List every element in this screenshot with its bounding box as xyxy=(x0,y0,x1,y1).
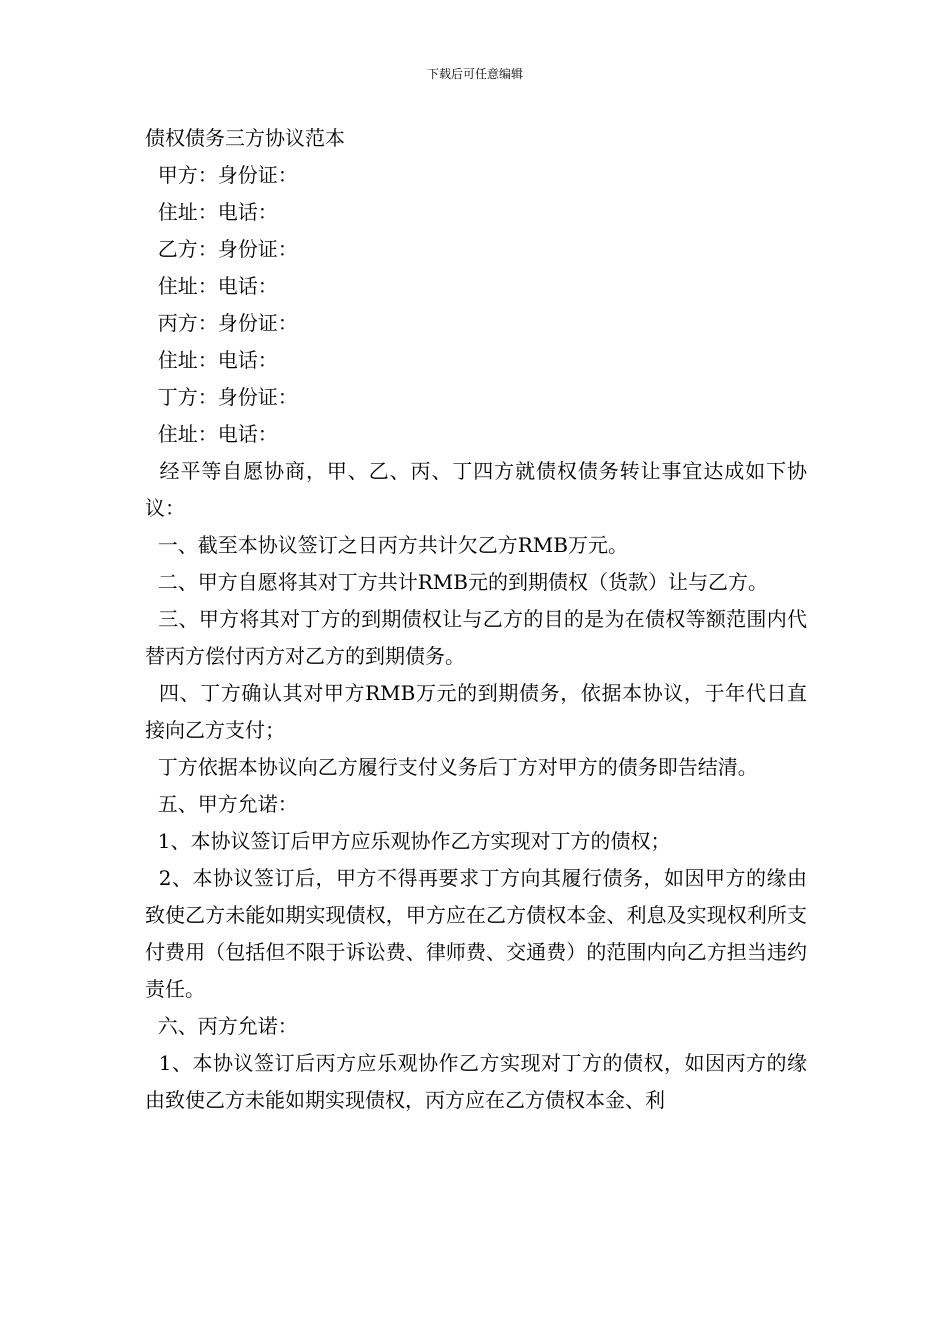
party-b-address-line: 住址：电话： xyxy=(145,274,278,298)
party-d-id-line: 丁方：身份证： xyxy=(145,385,298,409)
agreement-preamble: 经平等自愿协商，甲、乙、丙、丁四方就债权债务转让事宜达成如下协议： xyxy=(145,459,807,520)
document-title: 债权债务三方协议范本 xyxy=(145,126,345,150)
party-c-address-line: 住址：电话： xyxy=(145,348,278,372)
clause-6-item-1: 1、本协议签订后丙方应乐观协作乙方实现对丁方的债权，如因丙方的缘由致使乙方未能如期实现债权，丙方应在乙方债权本金、利 xyxy=(145,1051,807,1112)
clause-5-item-1: 1、本协议签订后甲方应乐观协作乙方实现对丁方的债权； xyxy=(145,829,671,853)
clause-6-heading: 六、丙方允诺： xyxy=(145,1014,298,1038)
party-b-id-line: 乙方：身份证： xyxy=(145,237,298,261)
clause-3: 三、甲方将其对丁方的到期债权让与乙方的目的是为在债权等额范围内代替丙方偿付丙方对乙方的到期债务。 xyxy=(145,607,807,668)
page-header-note: 下载后可任意编辑 xyxy=(426,67,523,81)
clause-5-item-2: 2、本协议签订后，甲方不得再要求丁方向其履行债务，如因甲方的缘由致使乙方未能如期实现债权，甲方应在乙方债权本金、利息及实现权利所支付费用（包括但不限于诉讼费、律师费、交通费）的范围内向乙方担当违约责任。 xyxy=(145,866,807,1001)
clause-4-settlement: 丁方依据本协议向乙方履行支付义务后丁方对甲方的债务即告结清。 xyxy=(145,755,758,779)
clause-2: 二、甲方自愿将其对丁方共计RMB元的到期债权（货款）让与乙方。 xyxy=(145,570,768,594)
clause-1: 一、截至本协议签订之日丙方共计欠乙方RMB万元。 xyxy=(145,533,628,557)
clause-5-heading: 五、甲方允诺： xyxy=(145,792,298,816)
party-d-address-line: 住址：电话： xyxy=(145,422,278,446)
party-a-address-line: 住址：电话： xyxy=(145,200,278,224)
document-body xyxy=(145,120,807,1119)
clause-4: 四、丁方确认其对甲方RMB万元的到期债务，依据本协议，于年代日直接向乙方支付； xyxy=(145,681,808,742)
party-a-id-line: 甲方：身份证： xyxy=(145,163,298,187)
party-c-id-line: 丙方：身份证： xyxy=(145,311,298,335)
